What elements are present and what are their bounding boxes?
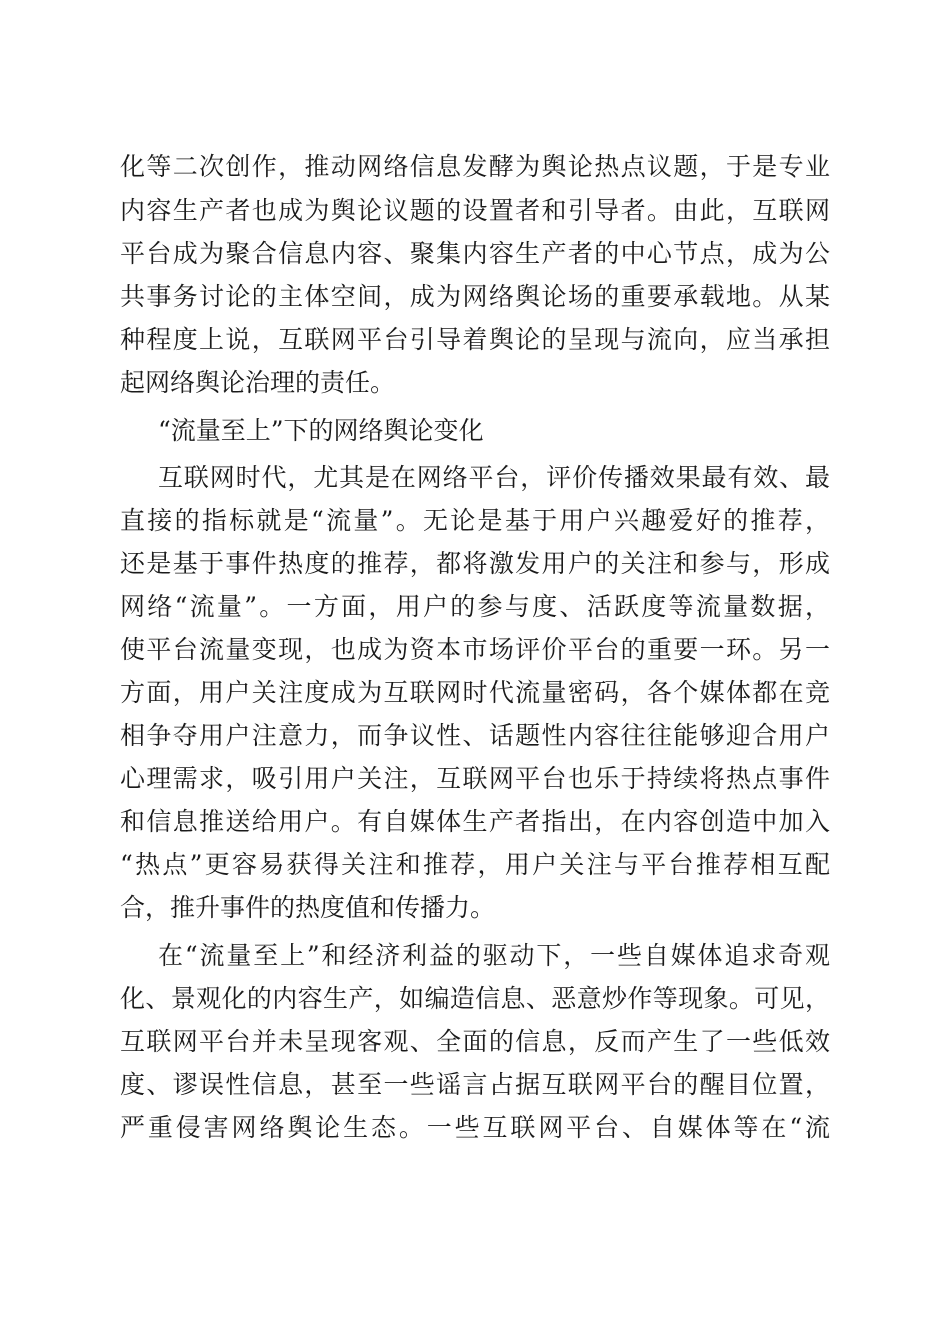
paragraph-1-line-1: 化等二次创作，推动网络信息发酵为舆论热点议题，于是专业 xyxy=(120,152,830,181)
paragraph-3-line-1: 在“流量至上”和经济利益的驱动下，一些自媒体追求奇观 xyxy=(158,941,830,970)
paragraph-3-line-5: 严重侵害网络舆论生态。一些互联网平台、自媒体等在“流 xyxy=(120,1113,830,1142)
paragraph-1-line-3: 平台成为聚合信息内容、聚集内容生产者的中心节点，成为公 xyxy=(120,239,830,268)
paragraph-2-line-10: “热点”更容易获得关注和推荐，用户关注与平台推荐相互配 xyxy=(120,850,830,879)
paragraph-2-line-5: 使平台流量变现，也成为资本市场评价平台的重要一环。另一 xyxy=(120,635,830,664)
paragraph-2-line-6: 方面，用户关注度成为互联网时代流量密码，各个媒体都在竞 xyxy=(120,678,830,707)
paragraph-1-line-6: 起网络舆论治理的责任。 xyxy=(120,368,396,397)
paragraph-1-line-5: 种程度上说，互联网平台引导着舆论的呈现与流向，应当承担 xyxy=(120,325,830,354)
paragraph-2-line-3: 还是基于事件热度的推荐，都将激发用户的关注和参与，形成 xyxy=(120,549,830,578)
paragraph-3-line-2: 化、景观化的内容生产，如编造信息、恶意炒作等现象。可见， xyxy=(120,984,830,1013)
section-heading: “流量至上”下的网络舆论变化 xyxy=(158,416,484,445)
paragraph-2-line-2: 直接的指标就是“流量”。无论是基于用户兴趣爱好的推荐， xyxy=(120,506,830,535)
paragraph-2-line-4: 网络“流量”。一方面，用户的参与度、活跃度等流量数据， xyxy=(120,592,830,621)
paragraph-2-line-11: 合，推升事件的热度值和传播力。 xyxy=(120,893,496,922)
paragraph-2-line-1: 互联网时代，尤其是在网络平台，评价传播效果最有效、最 xyxy=(158,463,830,492)
paragraph-1-line-4: 共事务讨论的主体空间，成为网络舆论场的重要承载地。从某 xyxy=(120,282,830,311)
paragraph-3-line-4: 度、谬误性信息，甚至一些谣言占据互联网平台的醒目位置， xyxy=(120,1070,830,1099)
paragraph-2-line-7: 相争夺用户注意力，而争议性、话题性内容往往能够迎合用户 xyxy=(120,721,830,750)
paragraph-2-line-8: 心理需求，吸引用户关注，互联网平台也乐于持续将热点事件 xyxy=(120,764,830,793)
paragraph-2-line-9: 和信息推送给用户。有自媒体生产者指出，在内容创造中加入 xyxy=(120,807,830,836)
paragraph-1-line-2: 内容生产者也成为舆论议题的设置者和引导者。由此，互联网 xyxy=(120,196,830,225)
paragraph-3-line-3: 互联网平台并未呈现客观、全面的信息，反而产生了一些低效 xyxy=(120,1027,830,1056)
